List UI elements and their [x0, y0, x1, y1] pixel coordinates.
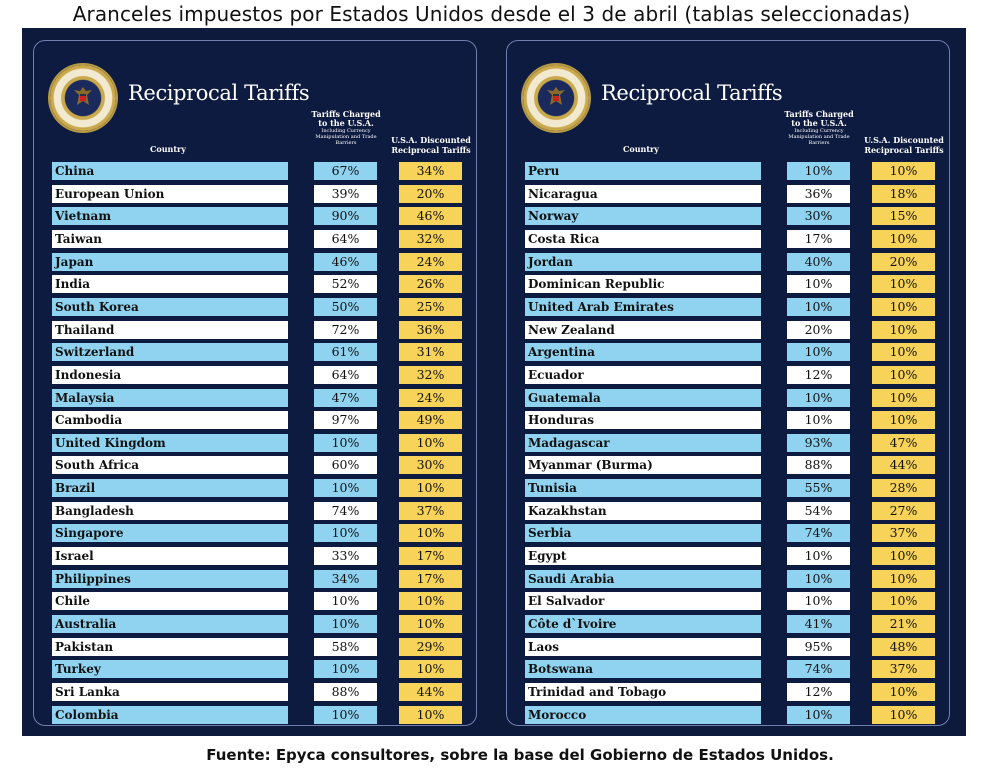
charged-cell: 39% — [314, 185, 377, 203]
charged-cell: 88% — [314, 683, 377, 701]
country-cell: Serbia — [525, 524, 761, 542]
header-charged-title: Tariffs Charged to the U.S.A. — [311, 109, 381, 128]
table-row — [507, 275, 951, 294]
charged-cell: 74% — [787, 524, 850, 542]
country-cell: Taiwan — [52, 230, 288, 248]
charged-cell: 46% — [314, 253, 377, 271]
table-row — [34, 411, 478, 430]
charged-cell: 74% — [787, 660, 850, 678]
country-cell: Trinidad and Tobago — [525, 683, 761, 701]
table-row — [34, 592, 478, 611]
country-cell: Botswana — [525, 660, 761, 678]
discounted-cell: 32% — [399, 230, 462, 248]
discounted-cell: 17% — [399, 547, 462, 565]
discounted-cell: 10% — [872, 389, 935, 407]
country-cell: Honduras — [525, 411, 761, 429]
table-row — [34, 185, 478, 204]
country-cell: Sri Lanka — [52, 683, 288, 701]
charged-cell: 10% — [314, 434, 377, 452]
country-cell: Japan — [52, 253, 288, 271]
country-cell: United Arab Emirates — [525, 298, 761, 316]
discounted-cell: 36% — [399, 321, 462, 339]
discounted-cell: 47% — [872, 434, 935, 452]
presidential-seal-icon — [50, 65, 116, 131]
discounted-cell: 10% — [399, 434, 462, 452]
table-row — [34, 638, 478, 657]
table-row — [507, 411, 951, 430]
discounted-cell: 15% — [872, 207, 935, 225]
discounted-cell: 17% — [399, 570, 462, 588]
discounted-cell: 44% — [399, 683, 462, 701]
charged-cell: 10% — [314, 706, 377, 724]
table-row — [34, 706, 478, 725]
charged-cell: 40% — [787, 253, 850, 271]
charged-cell: 10% — [787, 570, 850, 588]
table-row — [34, 275, 478, 294]
panel-title: Reciprocal Tariffs — [128, 81, 310, 105]
charged-cell: 60% — [314, 456, 377, 474]
header-discounted: U.S.A. Discounted Reciprocal Tariffs — [391, 135, 471, 155]
table-row — [34, 298, 478, 317]
table-row — [507, 547, 951, 566]
discounted-cell: 10% — [399, 660, 462, 678]
table-row — [507, 706, 951, 725]
table-row — [34, 321, 478, 340]
discounted-cell: 10% — [872, 683, 935, 701]
country-cell: Bangladesh — [52, 502, 288, 520]
header-country: Country — [150, 144, 186, 154]
country-cell: Malaysia — [52, 389, 288, 407]
discounted-cell: 10% — [872, 547, 935, 565]
table-row — [34, 570, 478, 589]
discounted-cell: 24% — [399, 389, 462, 407]
page-title: Aranceles impuestos por Estados Unidos desde el 3 de abril (tablas seleccionadas) — [72, 2, 911, 26]
discounted-cell: 29% — [399, 638, 462, 656]
header-charged — [779, 110, 859, 146]
discounted-cell: 32% — [399, 366, 462, 384]
charged-cell: 74% — [314, 502, 377, 520]
charged-cell: 10% — [314, 660, 377, 678]
table-row — [34, 389, 478, 408]
table-row — [507, 479, 951, 498]
country-cell: Pakistan — [52, 638, 288, 656]
discounted-cell: 10% — [399, 706, 462, 724]
charged-cell: 10% — [787, 343, 850, 361]
table-row — [507, 660, 951, 679]
country-cell: South Africa — [52, 456, 288, 474]
country-cell: Laos — [525, 638, 761, 656]
discounted-cell: 27% — [872, 502, 935, 520]
country-cell: Egypt — [525, 547, 761, 565]
header-charged — [306, 110, 386, 146]
country-cell: India — [52, 275, 288, 293]
charged-cell: 97% — [314, 411, 377, 429]
header-charged-note: Including Currency Manipulation and Trade Barriers — [315, 128, 377, 146]
table-row — [507, 298, 951, 317]
country-cell: Israel — [52, 547, 288, 565]
charged-cell: 12% — [787, 683, 850, 701]
charged-cell: 10% — [787, 706, 850, 724]
table-row — [34, 547, 478, 566]
charged-cell: 10% — [314, 524, 377, 542]
table-row — [34, 683, 478, 702]
discounted-cell: 25% — [399, 298, 462, 316]
table-row — [507, 638, 951, 657]
header-country: Country — [623, 144, 659, 154]
country-cell: Ecuador — [525, 366, 761, 384]
charged-cell: 61% — [314, 343, 377, 361]
charged-cell: 88% — [787, 456, 850, 474]
charged-cell: 54% — [787, 502, 850, 520]
table-row — [507, 343, 951, 362]
presidential-seal-icon — [523, 65, 589, 131]
country-cell: Australia — [52, 615, 288, 633]
table-row — [507, 207, 951, 226]
charged-cell: 90% — [314, 207, 377, 225]
country-cell: Dominican Republic — [525, 275, 761, 293]
charged-cell: 10% — [787, 389, 850, 407]
discounted-cell: 37% — [872, 524, 935, 542]
country-cell: Argentina — [525, 343, 761, 361]
country-cell: Philippines — [52, 570, 288, 588]
charged-cell: 10% — [314, 592, 377, 610]
charged-cell: 12% — [787, 366, 850, 384]
charged-cell: 58% — [314, 638, 377, 656]
table-row — [507, 524, 951, 543]
tariff-panel-right — [506, 40, 950, 726]
country-cell: El Salvador — [525, 592, 761, 610]
country-cell: Chile — [52, 592, 288, 610]
charged-cell: 10% — [787, 275, 850, 293]
header-charged-title: Tariffs Charged to the U.S.A. — [784, 109, 854, 128]
charged-cell: 33% — [314, 547, 377, 565]
discounted-cell: 21% — [872, 615, 935, 633]
country-cell: Costa Rica — [525, 230, 761, 248]
charged-cell: 52% — [314, 275, 377, 293]
country-cell: Madagascar — [525, 434, 761, 452]
table-row — [507, 502, 951, 521]
table-row — [507, 162, 951, 181]
discounted-cell: 10% — [399, 615, 462, 633]
discounted-cell: 10% — [872, 298, 935, 316]
discounted-cell: 20% — [399, 185, 462, 203]
discounted-cell: 10% — [872, 162, 935, 180]
charged-cell: 10% — [787, 547, 850, 565]
country-cell: Brazil — [52, 479, 288, 497]
charged-cell: 20% — [787, 321, 850, 339]
table-row — [507, 253, 951, 272]
discounted-cell: 18% — [872, 185, 935, 203]
discounted-cell: 10% — [872, 343, 935, 361]
table-row — [34, 162, 478, 181]
charged-cell: 10% — [787, 298, 850, 316]
discounted-cell: 10% — [872, 570, 935, 588]
country-cell: Myanmar (Burma) — [525, 456, 761, 474]
charged-cell: 47% — [314, 389, 377, 407]
country-cell: Indonesia — [52, 366, 288, 384]
table-row — [34, 524, 478, 543]
table-row — [34, 253, 478, 272]
discounted-cell: 10% — [399, 592, 462, 610]
country-cell: Guatemala — [525, 389, 761, 407]
table-row — [507, 185, 951, 204]
tariff-tables-frame — [22, 28, 966, 736]
country-cell: Saudi Arabia — [525, 570, 761, 588]
charged-cell: 50% — [314, 298, 377, 316]
charged-cell: 10% — [787, 411, 850, 429]
source-note: Fuente: Epyca consultores, sobre la base del Gobierno de Estados Unidos. — [206, 746, 834, 764]
discounted-cell: 30% — [399, 456, 462, 474]
table-row — [34, 343, 478, 362]
charged-cell: 55% — [787, 479, 850, 497]
charged-cell: 10% — [314, 479, 377, 497]
discounted-cell: 44% — [872, 456, 935, 474]
table-row — [507, 456, 951, 475]
table-row — [507, 683, 951, 702]
discounted-cell: 37% — [872, 660, 935, 678]
country-cell: Jordan — [525, 253, 761, 271]
discounted-cell: 46% — [399, 207, 462, 225]
charged-cell: 36% — [787, 185, 850, 203]
discounted-cell: 20% — [872, 253, 935, 271]
charged-cell: 17% — [787, 230, 850, 248]
country-cell: China — [52, 162, 288, 180]
table-row — [34, 615, 478, 634]
table-row — [34, 366, 478, 385]
country-cell: Côte d`Ivoire — [525, 615, 761, 633]
tariff-panel-left — [33, 40, 477, 726]
discounted-cell: 10% — [872, 411, 935, 429]
discounted-cell: 10% — [872, 706, 935, 724]
table-row — [507, 570, 951, 589]
discounted-cell: 10% — [872, 230, 935, 248]
country-cell: New Zealand — [525, 321, 761, 339]
discounted-cell: 10% — [872, 275, 935, 293]
table-row — [507, 230, 951, 249]
discounted-cell: 10% — [872, 321, 935, 339]
discounted-cell: 10% — [399, 524, 462, 542]
country-cell: Thailand — [52, 321, 288, 339]
charged-cell: 95% — [787, 638, 850, 656]
charged-cell: 93% — [787, 434, 850, 452]
country-cell: Turkey — [52, 660, 288, 678]
charged-cell: 64% — [314, 230, 377, 248]
country-cell: Tunisia — [525, 479, 761, 497]
country-cell: Cambodia — [52, 411, 288, 429]
discounted-cell: 26% — [399, 275, 462, 293]
country-cell: Vietnam — [52, 207, 288, 225]
discounted-cell: 10% — [872, 592, 935, 610]
table-row — [507, 389, 951, 408]
panel-title: Reciprocal Tariffs — [601, 81, 783, 105]
header-discounted: U.S.A. Discounted Reciprocal Tariffs — [864, 135, 944, 155]
country-cell: South Korea — [52, 298, 288, 316]
country-cell: European Union — [52, 185, 288, 203]
country-cell: Nicaragua — [525, 185, 761, 203]
charged-cell: 10% — [787, 592, 850, 610]
charged-cell: 41% — [787, 615, 850, 633]
charged-cell: 72% — [314, 321, 377, 339]
country-cell: Norway — [525, 207, 761, 225]
discounted-cell: 10% — [399, 479, 462, 497]
table-row — [34, 502, 478, 521]
table-row — [507, 592, 951, 611]
table-row — [507, 615, 951, 634]
discounted-cell: 34% — [399, 162, 462, 180]
table-row — [34, 456, 478, 475]
country-cell: Switzerland — [52, 343, 288, 361]
table-row — [507, 321, 951, 340]
table-row — [34, 660, 478, 679]
country-cell: Colombia — [52, 706, 288, 724]
charged-cell: 34% — [314, 570, 377, 588]
discounted-cell: 37% — [399, 502, 462, 520]
country-cell: United Kingdom — [52, 434, 288, 452]
discounted-cell: 10% — [872, 366, 935, 384]
charged-cell: 10% — [314, 615, 377, 633]
table-row — [34, 434, 478, 453]
country-cell: Kazakhstan — [525, 502, 761, 520]
discounted-cell: 31% — [399, 343, 462, 361]
country-cell: Singapore — [52, 524, 288, 542]
table-row — [34, 479, 478, 498]
table-row — [34, 230, 478, 249]
discounted-cell: 28% — [872, 479, 935, 497]
table-row — [507, 366, 951, 385]
discounted-cell: 49% — [399, 411, 462, 429]
table-row — [34, 207, 478, 226]
country-cell: Peru — [525, 162, 761, 180]
header-charged-note: Including Currency Manipulation and Trade Barriers — [788, 128, 850, 146]
charged-cell: 10% — [787, 162, 850, 180]
charged-cell: 64% — [314, 366, 377, 384]
charged-cell: 30% — [787, 207, 850, 225]
country-cell: Morocco — [525, 706, 761, 724]
table-row — [507, 434, 951, 453]
discounted-cell: 48% — [872, 638, 935, 656]
discounted-cell: 24% — [399, 253, 462, 271]
charged-cell: 67% — [314, 162, 377, 180]
